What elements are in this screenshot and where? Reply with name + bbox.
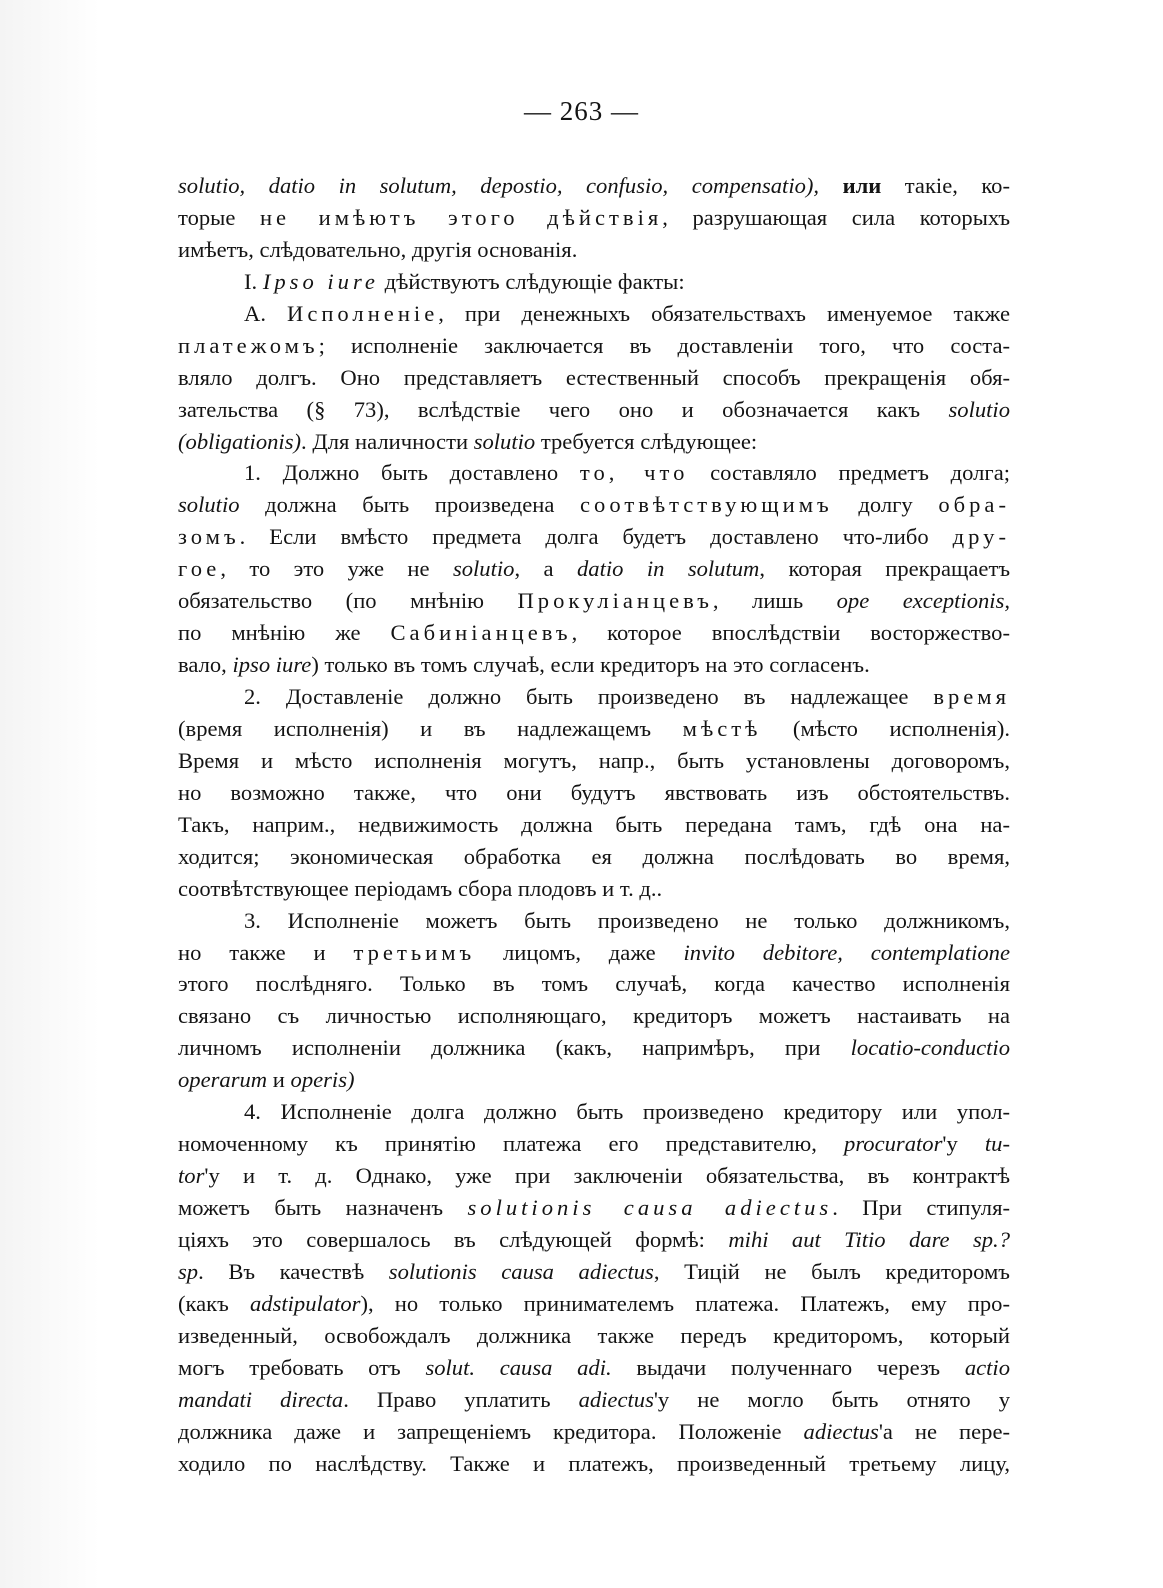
text-line [178, 457, 1010, 489]
text-line [178, 1224, 1010, 1256]
text-segment: можетъ быть назначенъ [178, 1195, 468, 1220]
text-segment: вляло долгъ. Оно представляетъ естественный способъ прекращенія обя- [178, 364, 1010, 390]
text-segment: могъ требовать отъ [178, 1354, 426, 1380]
text-segment: (какъ [178, 1290, 250, 1316]
text-segment: 'у и т. д. Однако, уже при заключеніи обязательства, въ контрактѣ [204, 1163, 1010, 1189]
text-segment: но возможно также, что они будутъ явствовать изъ обстоятельствъ. [178, 779, 1010, 805]
text-segment: зомъ [178, 524, 240, 550]
text-segment: solutio [178, 492, 240, 518]
text-line [178, 202, 1010, 234]
text-segment: по мнѣнію же [178, 620, 391, 646]
text-segment: изведенный, освобождалъ должника также передъ кредиторомъ, который [178, 1322, 1010, 1348]
text-segment: 'у не могло быть отнято у [653, 1386, 1010, 1412]
text-segment: , разрушающая сила которыхъ [662, 204, 1010, 230]
text-line [178, 777, 1010, 809]
text-segment: sp [178, 1258, 199, 1284]
text-segment: invito debitore, contemplatione [683, 939, 1010, 965]
text-segment: лицомъ, даже [475, 939, 684, 965]
text-segment: платежомъ [178, 332, 319, 358]
text-segment: operarum [178, 1067, 268, 1093]
text-segment [819, 173, 842, 198]
text-line [178, 362, 1010, 394]
text-segment: ), но только принимателемъ платежа. Платежъ, ему про- [360, 1290, 1010, 1316]
text-segment: procurator [844, 1131, 943, 1157]
text-segment: . При стипуля- [832, 1195, 1010, 1220]
text-segment: связано съ личностью исполняющаго, кредиторъ можетъ настаивать на [178, 1003, 1010, 1029]
text-line [178, 1064, 1010, 1096]
text-segment: (obligationis) [178, 428, 302, 454]
text-line [178, 489, 1010, 521]
text-segment: solutio [452, 556, 515, 582]
text-line [178, 1416, 1010, 1448]
text-segment: , а [514, 556, 577, 582]
text-segment: должна быть произведена [239, 492, 580, 518]
text-segment: tu- [984, 1131, 1010, 1157]
text-segment: 'у [942, 1131, 985, 1157]
text-segment: A. [244, 300, 287, 326]
text-segment: или [842, 173, 882, 198]
text-segment: Такъ, наприм., недвижимость должна быть передана тамъ, гдѣ она на- [178, 811, 1010, 837]
text-line [178, 1256, 1010, 1288]
text-segment: торые [178, 204, 260, 230]
text-segment: Время и мѣсто исполненія могутъ, напр., быть установлены договоромъ, [178, 747, 1010, 773]
text-segment: 1. Должно быть доставлено [244, 460, 580, 486]
text-line [178, 617, 1010, 649]
text-segment: locatio-conductio [850, 1035, 1010, 1061]
text-segment: 4. Исполненіе долга должно быть произведено кредитору или упол- [244, 1099, 1010, 1125]
text-line [178, 745, 1010, 777]
scan-edge-shade [0, 0, 100, 1588]
text-segment: , лишь [712, 588, 837, 614]
text-segment: соотвѣтствующее періодамъ сбора плодовъ и т. д.. [178, 875, 663, 901]
text-segment: I. [244, 268, 263, 294]
text-segment: соотвѣтствующимъ [580, 492, 833, 518]
text-segment: actio [964, 1354, 1010, 1380]
text-segment: solutio [473, 428, 536, 454]
body-text [178, 170, 1010, 1479]
text-segment: 2. Доставленіе должно быть произведено въ надлежащее [244, 684, 934, 709]
text-line [178, 1000, 1010, 1032]
text-segment: , которая прекращаетъ [759, 556, 1010, 582]
text-line [178, 170, 1010, 202]
text-segment: но также и [178, 939, 354, 965]
text-segment: mandati directa [178, 1386, 344, 1412]
text-line [178, 1096, 1010, 1128]
text-segment: ipso iure [232, 652, 312, 678]
text-segment: не имѣютъ этого дѣйствія [259, 204, 663, 230]
text-segment: ; исполненіе заключается въ доставленіи того, что соста- [318, 332, 1010, 358]
text-segment: то, что [579, 460, 689, 486]
text-segment: 'а не пере- [878, 1418, 1010, 1444]
text-segment: требуется слѣдующее: [535, 428, 758, 454]
text-line [178, 266, 1010, 298]
text-line [178, 873, 1010, 905]
text-segment: имѣетъ, слѣдовательно, другія основанія. [178, 236, 578, 262]
text-line [178, 330, 1010, 362]
text-segment: , при денежныхъ обязательствахъ именуемое также [438, 300, 1010, 326]
text-segment: Ipso iure [262, 268, 379, 294]
text-line [178, 298, 1010, 330]
text-line [178, 713, 1010, 745]
text-line [178, 1448, 1010, 1480]
text-segment: Сабиніанцевъ [390, 620, 572, 646]
text-segment: этого послѣдняго. Только въ томъ случаѣ, когда качество исполненія [178, 971, 1010, 997]
text-segment: datio in solutum [576, 556, 760, 582]
text-segment: adiectus [803, 1418, 879, 1444]
text-segment: . Право уплатить [343, 1386, 579, 1412]
text-segment: личномъ исполненіи должника (какъ, напримѣръ, при [178, 1035, 851, 1061]
text-segment: ходится; экономическая обработка ея должна послѣдовать во время, [178, 843, 1010, 869]
text-segment: . Въ качествѣ [198, 1258, 389, 1284]
text-segment: (время исполненія) и въ надлежащемъ [178, 715, 683, 741]
text-segment: ходило по наслѣдству. Также и платежъ, произведенный третьему лицу, [178, 1450, 1010, 1476]
text-segment: Прокуліанцевъ [517, 588, 713, 614]
text-segment: (мѣсто исполненія). [761, 715, 1010, 741]
text-segment: solutionis causa adiectus [467, 1195, 833, 1220]
text-segment: гое [178, 556, 221, 582]
text-line [178, 585, 1010, 617]
text-line [178, 1032, 1010, 1064]
text-segment: Исполненіе [287, 300, 439, 326]
text-line [178, 937, 1010, 969]
text-line [178, 905, 1010, 937]
text-line [178, 1384, 1010, 1416]
text-line [178, 649, 1010, 681]
text-segment: долгу [832, 492, 939, 518]
text-line [178, 681, 1010, 713]
text-segment: solutio [948, 396, 1010, 422]
text-segment: ціяхъ это совершалось въ слѣдующей формѣ: [178, 1226, 729, 1252]
text-line [178, 394, 1010, 426]
text-line [178, 1288, 1010, 1320]
text-segment: , то это уже не [220, 556, 453, 582]
text-segment: должника даже и запрещеніемъ кредитора. Положеніе [178, 1418, 804, 1444]
text-segment: mihi aut Titio dare sp.? [728, 1226, 1010, 1252]
text-line [178, 426, 1010, 458]
text-segment: , которое впослѣдствіи восторжество- [571, 620, 1010, 646]
text-segment: выдачи полученнаго черезъ [611, 1354, 965, 1380]
page-number: — 263 — [524, 96, 639, 126]
text-segment: operis) [290, 1067, 355, 1093]
text-segment: обра- [938, 492, 1010, 518]
text-segment: . Для наличности [301, 428, 474, 454]
text-segment: такіе, ко- [881, 173, 1010, 198]
text-segment: время [933, 684, 1010, 709]
text-segment: solutionis causa adiectus [388, 1258, 654, 1284]
text-line [178, 1352, 1010, 1384]
text-line [178, 521, 1010, 553]
text-segment: tor [178, 1163, 205, 1189]
text-segment: . Если вмѣсто предмета долга будетъ доставлено что-либо [239, 524, 953, 550]
text-segment: 3. Исполненіе можетъ быть произведено не только должникомъ, [244, 907, 1010, 933]
text-segment: дѣйствуютъ слѣдующіе факты: [378, 268, 685, 294]
text-line [178, 553, 1010, 585]
text-segment: , Тицій не былъ кредиторомъ [653, 1258, 1010, 1284]
text-line [178, 1160, 1010, 1192]
text-line [178, 841, 1010, 873]
text-line [178, 809, 1010, 841]
text-line [178, 234, 1010, 266]
text-segment: мѣстѣ [682, 715, 762, 741]
text-segment: adstipulator [249, 1290, 361, 1316]
text-line [178, 1192, 1010, 1224]
text-line [178, 968, 1010, 1000]
text-segment: ) только въ томъ случаѣ, если кредиторъ на это согласенъ. [311, 652, 870, 678]
text-segment: номоченному къ принятію платежа его представителю, [178, 1131, 845, 1157]
text-segment: вало, [178, 652, 233, 678]
text-segment: solutio, datio in solutum, depostio, confusio, compensatio), [178, 173, 820, 198]
text-segment: ope exceptionis, [836, 588, 1010, 614]
text-segment: adiectus [578, 1386, 654, 1412]
text-segment: solut. causa adi. [425, 1354, 612, 1380]
text-segment: третьимъ [353, 939, 476, 965]
text-line [178, 1320, 1010, 1352]
text-segment: дру- [952, 524, 1010, 550]
text-segment: и [267, 1067, 291, 1093]
text-segment: зательства (§ 73), вслѣдствіе чего оно и обозначается какъ [178, 396, 949, 422]
text-line [178, 1128, 1010, 1160]
text-segment: составляло предметъ долга; [688, 460, 1010, 486]
text-segment: обязательство (по мнѣнію [178, 588, 518, 614]
